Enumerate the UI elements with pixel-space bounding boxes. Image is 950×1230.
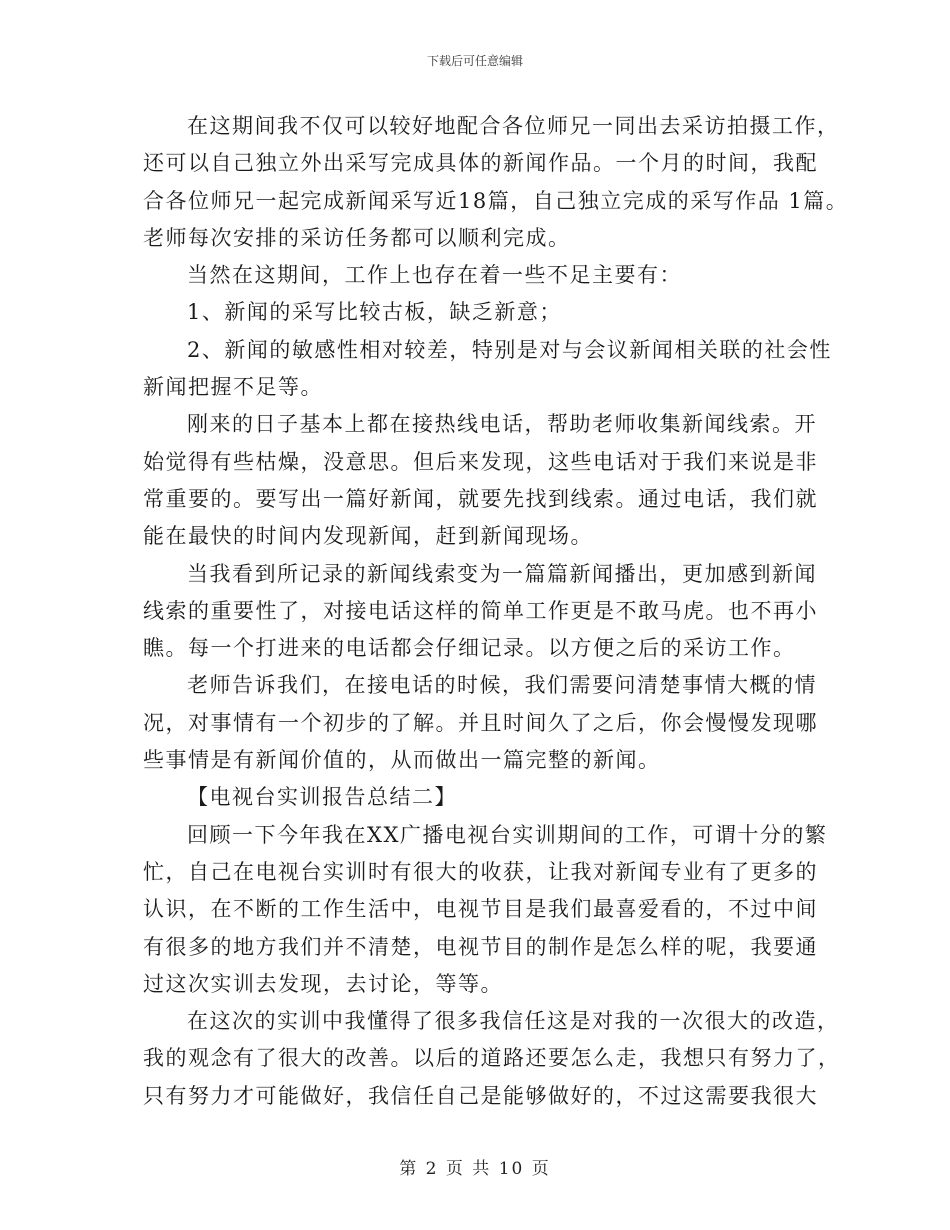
text-line: 过这次实训去发现，去讨论，等等。 <box>143 971 503 996</box>
text-line: 始觉得有些枯燥，没意思。但后来发现，这些电话对于我们来说是非 <box>143 449 818 474</box>
text-line: 1、新闻的采写比较古板，缺乏新意； <box>187 300 562 325</box>
text-line: 在这期间我不仅可以较好地配合各位师兄一同出去采访拍摄工作， <box>187 114 840 138</box>
text-line: 老师告诉我们，在接电话的时候，我们需要问清楚事情大概的情 <box>187 673 817 698</box>
text-line: 当然在这期间，工作上也存在着一些不足主要有： <box>187 263 682 288</box>
text-line: 认识，在不断的工作生活中，电视节目是我们最喜爱看的，不过中间 <box>143 897 818 922</box>
text-line: 线索的重要性了，对接电话这样的简单工作更是不敢马虎。也不再小 <box>143 598 818 623</box>
text-line: 2、新闻的敏感性相对较差，特别是对与会议新闻相关联的社会性 <box>187 337 832 362</box>
header-note: 下载后可任意编辑 <box>426 54 523 68</box>
text-line: 新闻把握不足等。 <box>143 375 323 400</box>
text-line: 我的观念有了很大的改善。以后的道路还要怎么走，我想只有努力了， <box>143 1046 841 1071</box>
text-line: 况，对事情有一个初步的了解。并且时间久了之后，你会慢慢发现哪 <box>143 710 818 735</box>
body-text <box>143 108 849 1115</box>
text-line: 老师每次安排的采访任务都可以顺利完成。 <box>143 225 571 250</box>
section-heading: 【电视台实训报告总结二】 <box>187 785 457 810</box>
text-line: 回顾一下今年我在XX广播电视台实训期间的工作，可谓十分的繁 <box>187 822 828 847</box>
text-line: 些事情是有新闻价值的，从而做出一篇完整的新闻。 <box>143 748 661 773</box>
text-line: 能在最快的时间内发现新闻，赶到新闻现场。 <box>143 524 593 549</box>
text-line: 只有努力才可能做好，我信任自己是能够做好的，不过这需要我很大 <box>143 1083 818 1108</box>
text-line: 有很多的地方我们并不清楚，电视节目的制作是怎么样的呢，我要通 <box>143 934 818 959</box>
text-line: 常重要的。要写出一篇好新闻，就要先找到线索。通过电话，我们就 <box>143 486 818 511</box>
text-line: 瞧。每一个打进来的电话都会仔细记录。以方便之后的采访工作。 <box>143 636 796 661</box>
text-line: 刚来的日子基本上都在接热线电话，帮助老师收集新闻线索。开 <box>187 412 817 437</box>
text-line: 合各位师兄一起完成新闻采写近18篇，自己独立完成的采写作品 1篇。 <box>143 188 849 213</box>
text-line: 在这次的实训中我懂得了很多我信任这是对我的一次很大的改造， <box>187 1009 840 1034</box>
text-line: 当我看到所记录的新闻线索变为一篇篇新闻播出，更加感到新闻 <box>187 561 817 586</box>
text-line: 忙，自己在电视台实训时有很大的收获，让我对新闻专业有了更多的 <box>143 859 818 884</box>
page-number: 第 2 页 共 10 页 <box>399 1159 551 1179</box>
text-line: 还可以自己独立外出采写完成具体的新闻作品。一个月的时间，我配 <box>143 151 818 176</box>
